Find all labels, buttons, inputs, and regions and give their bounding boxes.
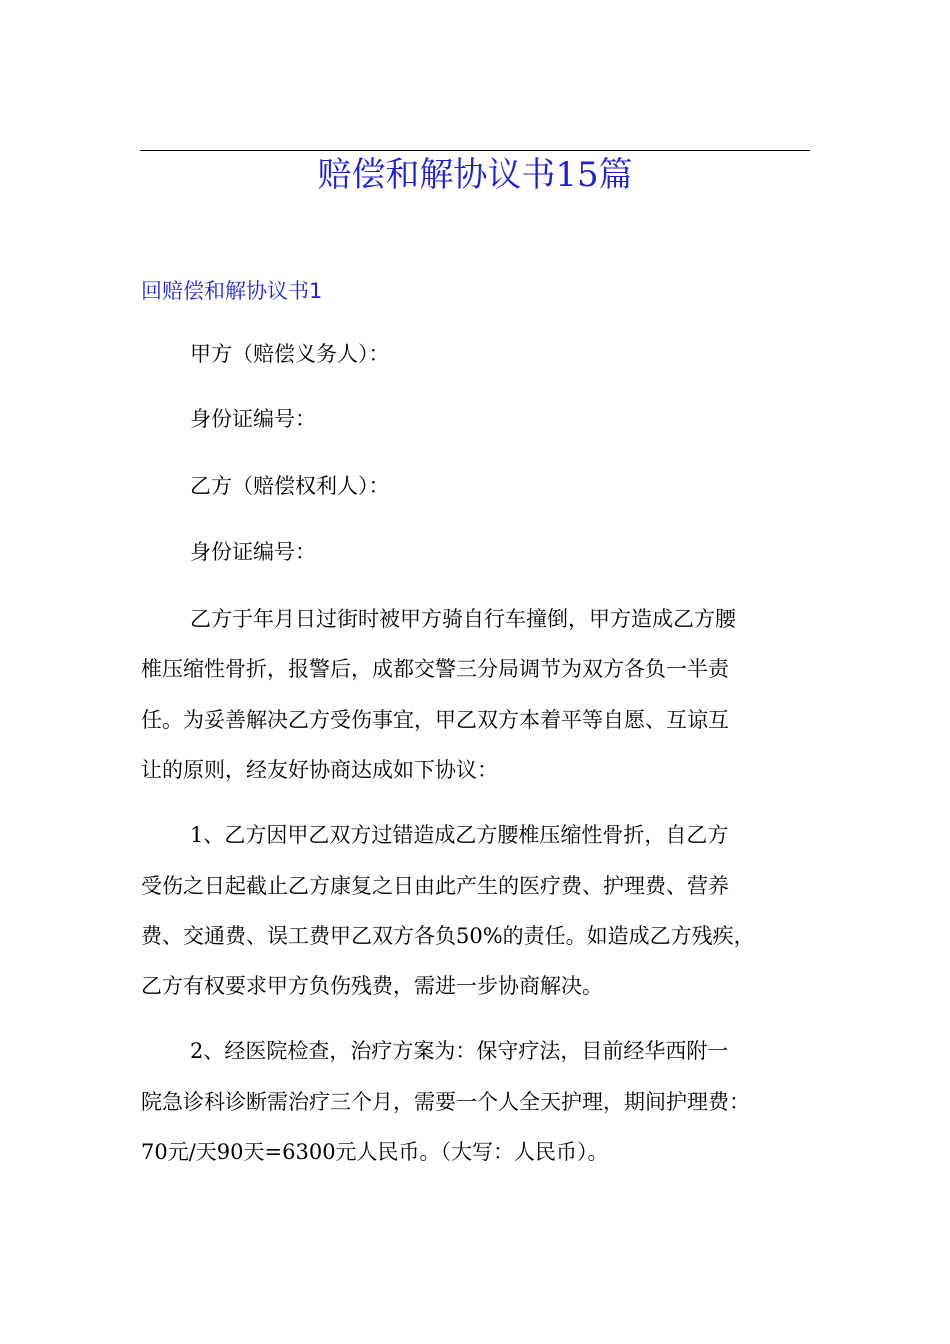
party-a-id-field: 身份证编号： xyxy=(190,407,316,431)
clause-2-line: 院急诊科诊断需治疗三个月，需要一个人全天护理，期间护理费： xyxy=(141,1090,750,1114)
clause-1-line: 1、乙方因甲乙双方过错造成乙方腰椎压缩性骨折，自乙方 xyxy=(190,823,729,847)
intro-line: 让的原则，经友好协商达成如下协议： xyxy=(141,758,498,782)
clause-2-line: 70元/天90天=6300元人民币。（大写：人民币）。 xyxy=(141,1140,609,1164)
clause-1-line: 费、交通费、误工费甲乙双方各负50%的责任。如造成乙方残疾， xyxy=(141,924,755,948)
intro-line: 乙方于年月日过街时被甲方骑自行车撞倒，甲方造成乙方腰 xyxy=(190,607,736,631)
clause-1-line: 乙方有权要求甲方负伤残费，需进一步协商解决。 xyxy=(141,974,603,998)
party-b-field: 乙方（赔偿权利人）： xyxy=(190,474,390,498)
intro-line: 椎压缩性骨折，报警后，成都交警三分局调节为双方各负一半责 xyxy=(141,657,729,681)
party-b-id-field: 身份证编号： xyxy=(190,540,316,564)
clause-1-line: 受伤之日起截止乙方康复之日由此产生的医疗费、护理费、营养 xyxy=(141,874,729,898)
document-title: 赔偿和解协议书15篇 xyxy=(317,155,633,195)
section-heading: 回赔偿和解协议书1 xyxy=(141,279,323,303)
header-rule xyxy=(140,150,810,151)
intro-line: 任。为妥善解决乙方受伤事宜，甲乙双方本着平等自愿、互谅互 xyxy=(141,708,729,732)
clause-2-line: 2、经医院检查，治疗方案为：保守疗法，目前经华西附一 xyxy=(190,1039,729,1063)
party-a-field: 甲方（赔偿义务人）： xyxy=(190,342,390,366)
